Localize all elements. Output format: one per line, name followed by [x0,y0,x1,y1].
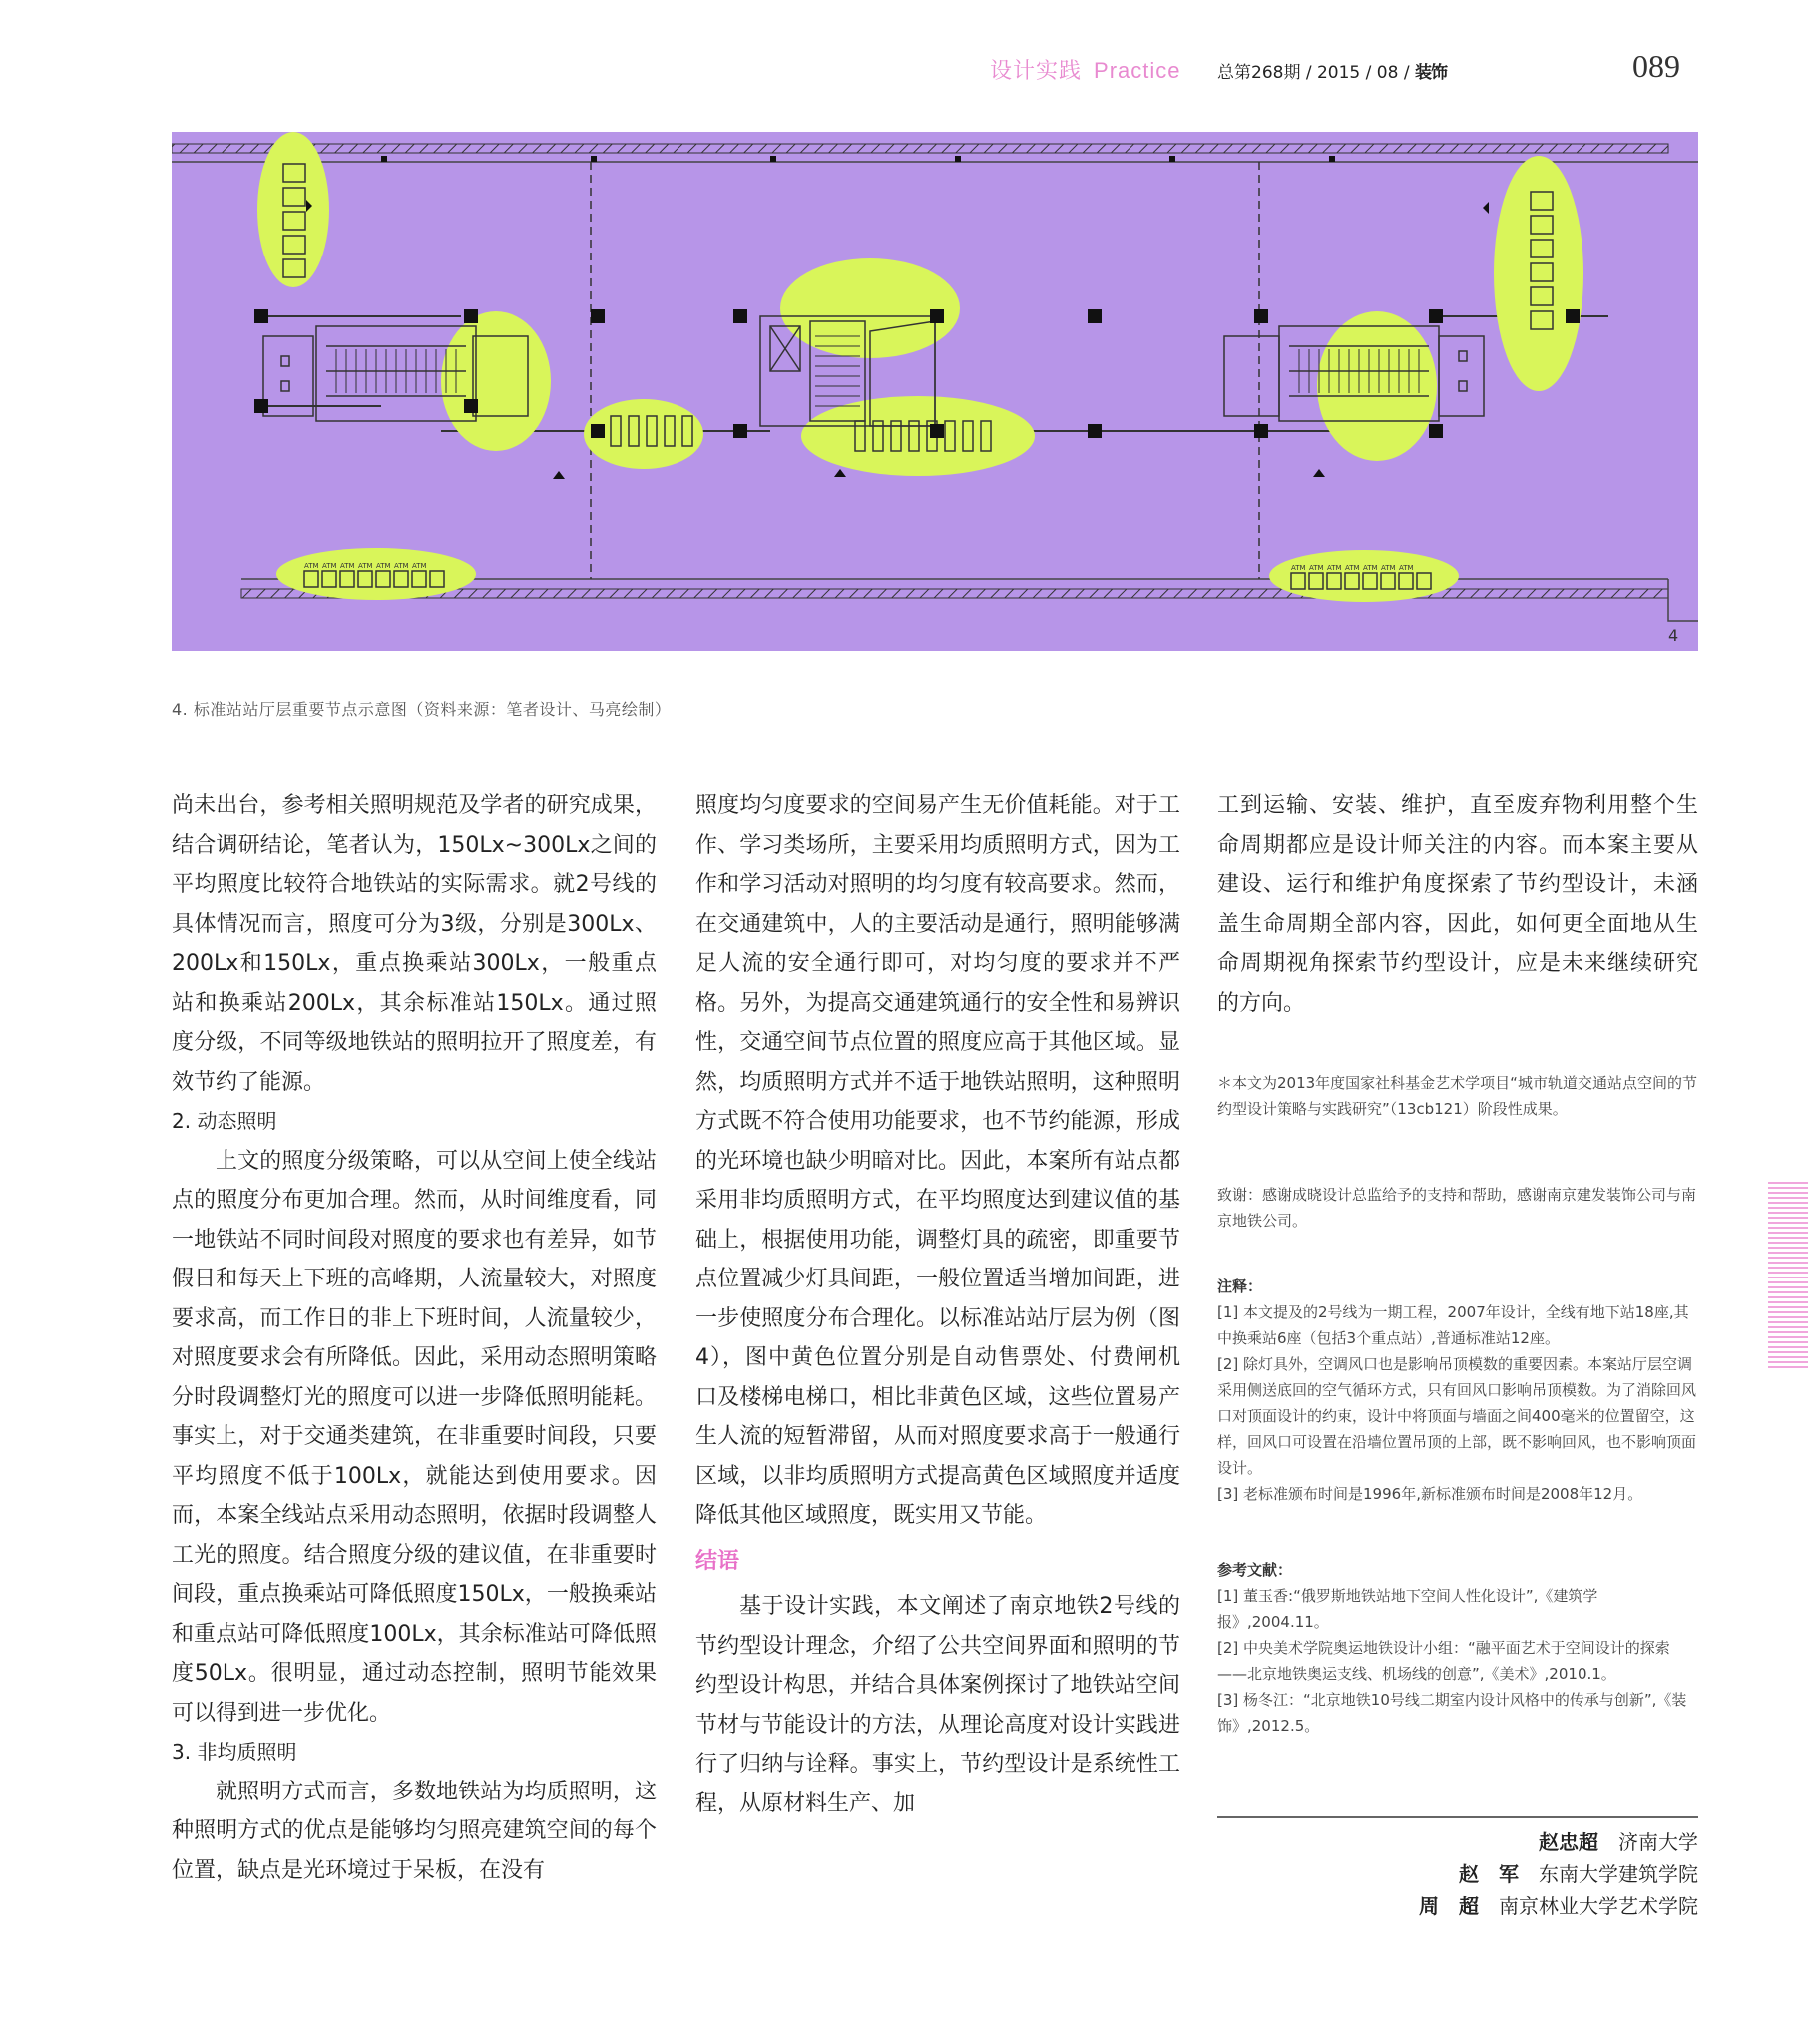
issue-number: 总第268期 / 2015 / 08 / [1217,63,1410,83]
reference-item: [3] 杨冬江：“北京地铁10号线二期室内设计风格中的传承与创新”,《装饰》,2012.5。 [1217,1691,1687,1735]
reference-item: [1] 董玉香:“俄罗斯地铁站地下空间人性化设计”,《建筑学报》,2004.11。 [1217,1587,1598,1631]
body-column-2 [695,786,1180,1823]
note-item: [1] 本文提及的2号线为一期工程，2007年设计，全线有地下站18座,其中换乘站6座（包括3个重点站）,普通标准站12座。 [1217,1303,1689,1347]
note-item: [2] 除灯具外，空调风口也是影响吊顶模数的重要因素。本案站厅层空调采用侧送底回的空气循环方式，只有回风口影响吊顶模数。为了消除回风口对顶面设计的约束，设计中将顶面与墙面之间400毫米的位置留空，这样，回风口可设置在沿墙位置吊顶的上部，既不影响回风，也不影响顶面设计。 [1217,1355,1697,1477]
highlight-ticket-left [257,132,329,287]
col1-paragraph-3: 就照明方式而言，多数地铁站为均质照明，这种照明方式的优点是能够均匀照亮建筑空间的每个位置，缺点是光环境过于呆板，在没有 [172,1779,657,1883]
svg-text:ATM: ATM [1345,564,1360,572]
section-label-cn: 设计实践 [990,59,1083,84]
author-name: 赵 军 [1459,1862,1519,1886]
author-affiliation: 济南大学 [1618,1830,1698,1854]
bottom-wall [241,589,1668,598]
section-label [990,54,1181,85]
body-column-3 [1217,786,1698,1023]
top-wall [172,144,1668,153]
section-label-en: Practice [1094,58,1181,83]
issue-info [1217,58,1447,83]
svg-text:ATM: ATM [340,562,355,570]
acknowledgement-text: 致谢：感谢成晓设计总监给予的支持和帮助，感谢南京建发装饰公司与南京地铁公司。 [1217,1186,1697,1230]
svg-text:ATM: ATM [304,562,319,570]
central-stair-steps [815,336,860,406]
col3-paragraph-1: 工到运输、安装、维护，直至废弃物利用整个生命周期都应是设计师关注的内容。而本案主要从建设、运行和维护角度探索了节约型设计，未涵盖生命周期全部内容，因此，如何更全面地从生命周期视角探索节约型设计，应是未来继续研究的方向。 [1217,793,1698,1016]
svg-text:ATM: ATM [1363,564,1378,572]
svg-text:ATM: ATM [1399,564,1414,572]
highlight-gates-center [801,396,1035,476]
figure-number-mark: 4 [1668,626,1679,645]
svg-text:ATM: ATM [1381,564,1396,572]
author-affiliation: 南京林业大学艺术学院 [1499,1894,1698,1918]
fund-note [1217,1070,1698,1122]
col2-paragraph-2: 基于设计实践，本文阐述了南京地铁2号线的节约型设计理念，介绍了公共空间界面和照明的节约型设计构思，并结合具体案例探讨了地铁站空间节材与节能设计的方法，从理论高度对设计实践进行了归纳与诠释。事实上，节约型设计是系统性工程，从原材料生产、加 [695,1594,1180,1816]
subheading-dynamic-lighting: 2. 动态照明 [172,1109,277,1133]
svg-text:ATM: ATM [1309,564,1324,572]
magazine-logo: 装饰 [1414,63,1447,83]
subheading-nonuniform-lighting: 3. 非均质照明 [172,1740,297,1764]
notes-title: 注释： [1217,1278,1263,1295]
svg-text:ATM: ATM [376,562,391,570]
references-title: 参考文献： [1217,1561,1293,1579]
svg-text:ATM: ATM [412,562,427,570]
svg-text:ATM: ATM [322,562,337,570]
page-header [0,50,1808,90]
body-column-1 [172,786,657,1890]
svg-text:ATM: ATM [394,562,409,570]
page-number: 089 [1632,48,1680,84]
col1-paragraph-1: 尚未出台，参考相关照明规范及学者的研究成果，结合调研结论，笔者认为，150Lx~300Lx之间的平均照度比较符合地铁站的实际需求。就2号线的具体情况而言，照度可分为3级，分别是300Lx、200Lx和150Lx，重点换乘站300Lx，一般重点站和换乘站200Lx，其余标准站150Lx。通过照度分级，不同等级地铁站的照明拉开了照度差，有效节约了能源。 [172,793,657,1095]
author-name: 周 超 [1419,1894,1479,1918]
fund-note-text: ＊本文为2013年度国家社科基金艺术学项目“城市轨道交通站点空间的节约型设计策略与实践研究”（13cb121）阶段性成果。 [1217,1074,1697,1118]
floor-plan-drawing [172,132,1698,651]
figure-caption: 4. 标准站站厅层重要节点示意图（资料来源：笔者设计、马亮绘制） [172,700,672,719]
acknowledgement [1217,1182,1698,1234]
svg-text:ATM: ATM [1327,564,1342,572]
col2-paragraph-1: 照度均匀度要求的空间易产生无价值耗能。对于工作、学习类场所，主要采用均质照明方式，因为工作和学习活动对照明的均匀度有较高要求。然而，在交通建筑中，人的主要活动是通行，照明能够满足人流的安全通行即可，对均匀度的要求并不严格。另外，为提高交通建筑通行的安全性和易辨识性，交通空间节点位置的照度应高于其他区域。显然，均质照明方式并不适于地铁站照明，这种照明方式既不符合使用功能要求，也不节约能源，形成的光环境也缺少明暗对比。因此，本案所有站点都采用非均质照明方式，在平均照度达到建议值的基础上，根据使用功能，调整灯具的疏密，即重要节点位置减少灯具间距，一般位置适当增加间距，进一步使照度分布合理化。以标准站站厅层为例（图4），图中黄色位置分别是自动售票处、付费闸机口及楼梯电梯口，相比非黄色区域，这些位置易产生人流的短暂滞留，从而对照度要求高于一般通行区域，以非均质照明方式提高黄色区域照度并适度降低其他区域照度，既实用又节能。 [695,793,1180,1528]
note-item: [3] 老标准颁布时间是1996年,新标准颁布时间是2008年12月。 [1217,1485,1643,1503]
author-name: 赵忠超 [1539,1830,1598,1854]
svg-text:ATM: ATM [1291,564,1306,572]
svg-text:ATM: ATM [358,562,373,570]
author-list [1217,1816,1698,1922]
author-affiliation: 东南大学建筑学院 [1539,1862,1698,1886]
author-row [1217,1826,1698,1858]
col1-paragraph-2: 上文的照度分级策略，可以从空间上使全线站点的照度分布更加合理。然而，从时间维度看，同一地铁站不同时间段对照度的要求也有差异，如节假日和每天上下班的高峰期，人流量较大，对照度要求高，而工作日的非上下班时间，人流量较少，对照度要求会有所降低。因此，采用动态照明策略分时段调整灯光的照度可以进一步降低照明能耗。事实上，对于交通类建筑，在非重要时间段，只要平均照度不低于100Lx，就能达到使用要求。因而，本案全线站点采用动态照明，依据时段调整人工光的照度。结合照度分级的建议值，在非重要时间段，重点换乘站可降低照度150Lx，一般换乘站和重点站可降低照度100Lx，其余标准站可降低照度50Lx。很明显，通过动态控制，照明节能效果可以得到进一步优化。 [172,1148,657,1726]
references-section [1217,1557,1698,1739]
reference-item: [2] 中央美术学院奥运地铁设计小组：“融平面艺术于空间设计的探索——北京地铁奥运支线、机场线的创意”,《美术》,2010.1。 [1217,1639,1670,1683]
section-title-conclusion: 结语 [695,1548,740,1574]
author-row [1217,1890,1698,1922]
decorative-side-stripes [1768,1182,1808,1371]
author-row [1217,1858,1698,1890]
highlight-escalator-left [441,311,551,451]
figure-floor-plan [172,132,1698,651]
notes-section [1217,1274,1698,1507]
